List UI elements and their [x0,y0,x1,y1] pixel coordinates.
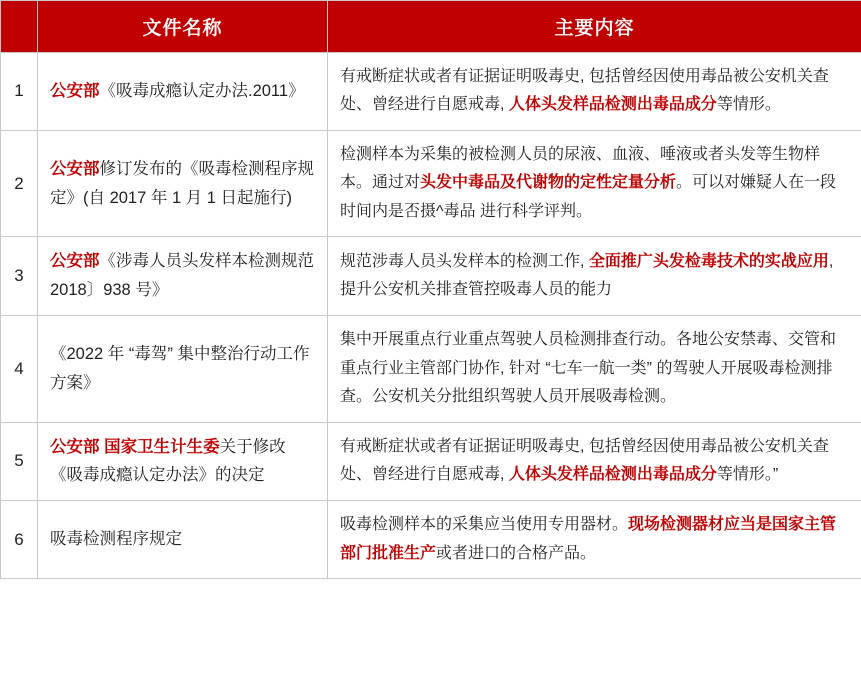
highlighted-text: 人体头发样品检测出毒品成分 [508,466,717,484]
body-text: 等情形。 [716,96,781,114]
body-text: 规范涉毒人员头发样本的检测工作, [340,252,589,270]
column-header-main-content: 主要内容 [328,1,861,53]
body-text: 吸毒检测程序规定 [50,530,182,549]
table-row [1,130,861,236]
row-file-name [38,316,328,422]
highlighted-text: 公安部 [50,159,100,178]
row-index: 6 [1,501,38,579]
row-main-content [328,422,861,501]
row-file-name [38,130,328,236]
column-header-index [1,1,38,53]
table-header [1,1,861,53]
table-row [1,237,861,316]
table-body [1,53,861,579]
highlighted-text: 全面推广头发检毒技术的实战应用 [588,252,829,270]
body-text: 集中开展重点行业重点驾驶人员检测排查行动。各地公安禁毒、交管和重点行业主管部门协作, 针对 “七车一航一类” 的驾驶人开展吸毒检测排查。公安机关分批组织驾驶人员开展吸毒检测。 [340,331,837,406]
row-file-name [38,501,328,579]
body-text: 《2022 年 “毒驾” 集中整治行动工作方案》 [50,344,310,392]
row-main-content [328,53,861,131]
table-row [1,501,861,579]
row-index: 3 [1,237,38,316]
row-main-content [328,501,861,579]
highlighted-text: 头发中毒品及代谢物的定性定量分析 [420,174,677,192]
table-row [1,422,861,501]
body-text: 《吸毒成瘾认定办法.2011》 [99,82,305,101]
table-row [1,316,861,422]
row-file-name [38,53,328,131]
row-file-name [38,422,328,501]
body-text: 等情形。” [716,466,779,484]
highlighted-text: 公安部 [50,252,100,271]
row-main-content [328,237,861,316]
body-text: 吸毒检测样本的采集应当使用专用器材。 [340,516,629,534]
highlighted-text: 公安部 [50,82,100,101]
highlighted-text: 人体头发样品检测出毒品成分 [508,96,717,114]
body-text: 《涉毒人员头发样本检测规范 2018〕938 号》 [50,252,314,300]
body-text: 。可以对嫌疑人在一段时间内是否摄^毒品 进行科学评判。 [340,174,837,220]
body-text: 检测样本为采集的被检测人员的尿液、血液、唾液或者头发等生物样本。通过对 [340,145,821,192]
row-index: 1 [1,53,38,131]
row-index: 2 [1,130,38,236]
highlighted-text: 公安部 国家卫生计生委 [50,437,220,456]
body-text: 关于修改《吸毒成瘾认定办法》的决定 [50,437,286,485]
row-main-content [328,130,861,236]
table-header-row [1,1,861,53]
row-index: 4 [1,316,38,422]
body-text: 有戒断症状或者有证据证明吸毒史, 包括曾经因使用毒品被公安机关查处、曾经进行自愿戒毒, [340,437,829,484]
table-row [1,53,861,131]
highlighted-text: 现场检测器材应当是国家主管部门批准生产 [340,516,837,562]
column-header-file-name: 文件名称 [38,1,328,53]
body-text: 修订发布的《吸毒检测程序规定》(自 2017 年 1 月 1 日起施行) [50,159,314,207]
row-file-name [38,237,328,316]
body-text: , 提升公安机关排查管控吸毒人员的能力 [340,252,834,299]
body-text: 有戒断症状或者有证据证明吸毒史, 包括曾经因使用毒品被公安机关查处、曾经进行自愿戒毒, [340,68,829,114]
row-index: 5 [1,422,38,501]
row-main-content [328,316,861,422]
body-text: 或者进口的合格产品。 [436,544,597,562]
